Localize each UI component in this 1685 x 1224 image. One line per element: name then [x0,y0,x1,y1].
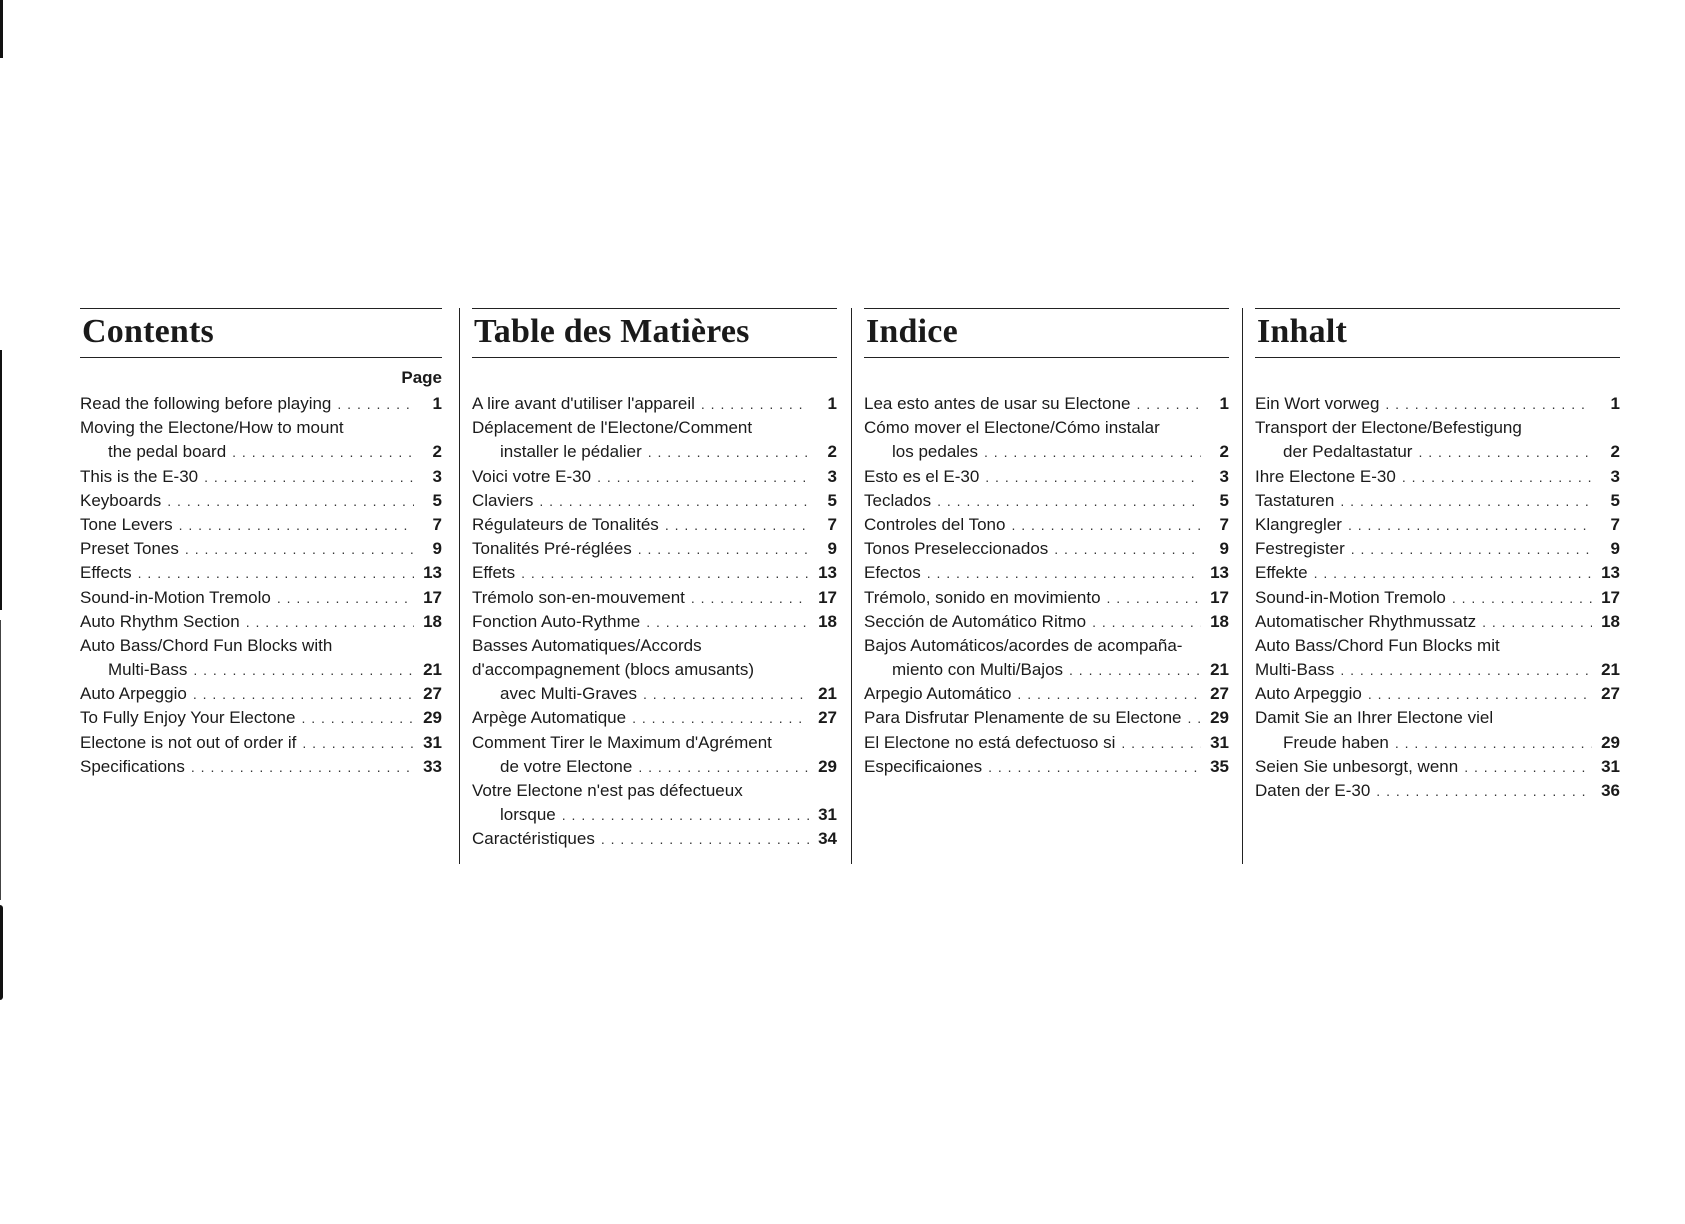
toc-entry-title: Votre Electone n'est pas défectueux [472,781,743,800]
dot-leader [1482,610,1592,634]
scan-edge-mark [0,905,3,1000]
toc-entry-title: Sound-in-Motion Tremolo [80,587,271,607]
toc-entry-title: Auto Arpeggio [1255,684,1362,704]
toc-entry [472,416,837,440]
toc-entry-page: 18 [818,611,837,631]
toc-entry [864,731,1229,755]
toc-entry-title: This is the E-30 [80,466,199,486]
toc-entry-page: 9 [1610,539,1620,559]
toc-entry [864,489,1229,513]
toc-entry [472,731,837,755]
toc-entry [1255,513,1620,537]
dot-leader [1017,682,1201,706]
toc-entry [472,513,837,537]
toc-entry-title: miento con Multi/Bajos [892,660,1064,680]
toc-entry-page: 7 [432,514,442,534]
toc-entry-title: Auto Bass/Chord Fun Blocks with [80,635,333,655]
toc-entry-title: Claviers [472,490,534,510]
toc-entry-page: 13 [423,563,442,583]
toc-entry [472,561,837,585]
toc-entry [80,586,442,610]
toc-entry-page: 21 [423,660,442,680]
toc-entry-title: Effekte [1255,563,1308,583]
dot-leader [638,755,809,779]
toc-entry [80,755,442,779]
dot-leader [937,489,1201,513]
dot-leader [337,392,414,416]
page-column-header: Page [401,368,442,387]
toc-entry-title: Trémolo son-en-mouvement [472,587,685,607]
toc-entry-title: Automatischer Rhythmussatz [1255,611,1477,631]
toc-entry [80,658,442,682]
toc-entry-title: de votre Electone [500,756,633,776]
toc-entry-page: 21 [1601,660,1620,680]
dot-leader [1054,537,1201,561]
top-rule [80,308,442,309]
inhalt-list [1255,392,1620,803]
toc-entry-title: Comment Tirer le Maximum d'Agrément [472,732,772,752]
toc-entry-page: 1 [827,394,837,413]
toc-entry-title: Teclados [864,490,932,510]
toc-entry [1255,440,1620,464]
toc-entry-page: 9 [827,539,837,559]
toc-entry [80,465,442,489]
toc-entry [1255,706,1620,730]
dot-leader [167,489,414,513]
dot-leader [646,610,809,634]
inhalt-column [1255,308,1620,863]
toc-entry-title: Electone is not out of order if [80,732,297,752]
toc-entry-page: 21 [1210,660,1229,680]
toc-entry [472,706,837,730]
scan-edge-mark [0,620,1,900]
toc-columns [80,308,1620,868]
dot-leader [632,706,809,730]
dot-leader [1395,731,1592,755]
toc-entry-page: 27 [818,708,837,728]
toc-entry [472,440,837,464]
toc-entry [80,610,442,634]
toc-entry-title: Auto Arpeggio [80,684,187,704]
top-rule [1255,308,1620,309]
indice-heading: Indice [864,313,1229,358]
toc-entry-title: Cómo mover el Electone/Cómo instalar [864,418,1160,438]
toc-entry [864,392,1229,416]
dot-leader [648,440,809,464]
toc-entry-page: 27 [1601,684,1620,704]
toc-entry [80,489,442,513]
toc-entry [864,586,1229,610]
dot-leader [562,803,809,827]
toc-entry [1255,586,1620,610]
toc-entry-page: 27 [1210,684,1229,704]
toc-entry-page: 17 [1601,587,1620,607]
toc-entry-title: Lea esto antes de usar su Electone [864,394,1131,413]
toc-entry-title: lorsque [500,805,556,825]
toc-entry [472,755,837,779]
toc-entry-title: Damit Sie an Ihrer Electone viel [1255,708,1494,728]
toc-entry-title: Especificaiones [864,756,983,776]
toc-entry-title: d'accompagnement (blocs amusants) [472,660,754,680]
inhalt-heading: Inhalt [1255,313,1620,358]
dot-leader [927,561,1201,585]
toc-entry-page: 1 [1219,394,1229,413]
toc-entry-title: Read the following before playing [80,394,332,413]
toc-entry [472,658,837,682]
toc-entry [472,489,837,513]
toc-entry [472,610,837,634]
toc-entry-title: Specifications [80,756,185,776]
dot-leader [597,465,809,489]
dot-leader [1069,658,1201,682]
toc-entry-title: Keyboards [80,490,162,510]
toc-entry-page: 18 [1210,611,1229,631]
dot-leader [984,440,1201,464]
dot-leader [1418,440,1592,464]
toc-entry-page: 5 [432,490,442,510]
dot-leader [643,682,809,706]
toc-entry [472,465,837,489]
table-des-matieres-heading: Table des Matières [472,313,837,358]
dot-leader [985,465,1201,489]
toc-entry [1255,779,1620,803]
toc-entry-title: Freude haben [1283,732,1389,752]
toc-entry-page: 7 [827,514,837,534]
toc-entry [864,755,1229,779]
toc-entry [80,513,442,537]
toc-entry [864,465,1229,489]
toc-entry-page: 31 [423,732,442,752]
dot-leader [277,586,414,610]
toc-entry [864,416,1229,440]
toc-entry [80,682,442,706]
dot-leader [1011,513,1201,537]
toc-entry-title: Para Disfrutar Plenamente de su Electone [864,708,1182,728]
toc-entry-title: Seien Sie unbesorgt, wenn [1255,756,1459,776]
toc-entry [1255,658,1620,682]
toc-entry [472,682,837,706]
dot-leader [191,755,414,779]
toc-entry-page: 31 [818,805,837,825]
toc-entry-page: 3 [827,466,837,486]
toc-entry-title: Ein Wort vorweg [1255,394,1380,413]
dot-leader [1402,465,1592,489]
toc-entry-title: Voici votre E-30 [472,466,592,486]
header-spacer [472,368,837,388]
toc-entry-title: Tonos Preseleccionados [864,539,1049,559]
toc-entry-page: 13 [1210,563,1229,583]
toc-entry-page: 2 [1610,442,1620,462]
toc-entry [864,537,1229,561]
toc-entry [472,803,837,827]
dot-leader [1107,586,1201,610]
toc-entry [1255,755,1620,779]
toc-entry [472,827,837,851]
toc-entry-title: Daten der E-30 [1255,781,1371,800]
toc-entry [1255,537,1620,561]
toc-entry-title: Transport der Electone/Befestigung [1255,418,1522,438]
dot-leader [1376,779,1592,803]
toc-entry-page: 17 [423,587,442,607]
toc-entry-page: 1 [1610,394,1620,413]
toc-entry-title: Effets [472,563,516,583]
toc-entry [1255,731,1620,755]
dot-leader [1368,682,1592,706]
toc-entry-title: A lire avant d'utiliser l'appareil [472,394,695,413]
dot-leader [701,392,809,416]
toc-entry-title: installer le pédalier [500,442,642,462]
toc-entry-page: 27 [423,684,442,704]
dot-leader [691,586,809,610]
toc-entry [1255,561,1620,585]
toc-entry [864,610,1229,634]
dot-leader [1314,561,1592,585]
dot-leader [601,827,809,851]
toc-entry-title: Multi-Bass [108,660,188,680]
toc-entry [864,634,1229,658]
toc-entry-page: 29 [818,756,837,776]
toc-entry [864,513,1229,537]
toc-entry-page: 21 [818,684,837,704]
dot-leader [1351,537,1592,561]
toc-entry-title: Moving the Electone/How to mount [80,418,344,438]
toc-entry-title: Fonction Auto-Rythme [472,611,641,631]
toc-entry [1255,392,1620,416]
toc-entry-title: Effects [80,563,132,583]
dot-leader [179,513,414,537]
toc-entry [1255,634,1620,658]
toc-entry [80,561,442,585]
toc-entry [472,586,837,610]
header-spacer [864,368,1229,388]
contents-list [80,392,442,779]
dot-leader [302,731,414,755]
toc-entry-page: 18 [423,611,442,631]
indice-list [864,392,1229,779]
header-spacer [1255,368,1620,388]
toc-entry-page: 2 [827,442,837,462]
dot-leader [521,561,809,585]
toc-entry-page: 7 [1219,514,1229,534]
toc-entry-page: 29 [423,708,442,728]
dot-leader [246,610,414,634]
toc-entry-title: Caractéristiques [472,829,595,849]
toc-entry-page: 2 [432,442,442,462]
toc-entry-title: der Pedaltastatur [1283,442,1413,462]
toc-entry-page: 7 [1610,514,1620,534]
dot-leader [1348,513,1592,537]
toc-entry-title: Festregister [1255,539,1345,559]
toc-entry [80,440,442,464]
toc-entry-page: 13 [1601,563,1620,583]
toc-entry [1255,610,1620,634]
toc-entry-title: avec Multi-Graves [500,684,637,704]
toc-entry-title: Arpège Automatique [472,708,627,728]
dot-leader [1464,755,1592,779]
toc-entry [80,634,442,658]
dot-leader [185,537,414,561]
toc-entry-page: 31 [1601,756,1620,776]
table-des-matieres-column [472,308,837,863]
dot-leader [301,706,414,730]
top-rule [472,308,837,309]
toc-entry-page: 9 [432,539,442,559]
toc-entry-page: 35 [1210,756,1229,776]
toc-entry-page: 17 [818,587,837,607]
dot-leader [1452,586,1592,610]
dot-leader [988,755,1201,779]
toc-entry [1255,416,1620,440]
toc-entry-title: El Electone no está defectuoso si [864,732,1116,752]
toc-entry-page: 9 [1219,539,1229,559]
toc-entry-page: 18 [1601,611,1620,631]
toc-entry-title: Sound-in-Motion Tremolo [1255,587,1446,607]
toc-entry [80,706,442,730]
dot-leader [1188,706,1201,730]
dot-leader [193,682,414,706]
toc-entry-title: To Fully Enjoy Your Electone [80,708,296,728]
dot-leader [1340,658,1592,682]
toc-entry-page: 33 [423,756,442,776]
toc-entry [864,561,1229,585]
dot-leader [539,489,809,513]
dot-leader [204,465,414,489]
toc-entry [80,537,442,561]
toc-entry-page: 17 [1210,587,1229,607]
toc-entry-title: Tonalités Pré-réglées [472,539,632,559]
dot-leader [665,513,809,537]
dot-leader [638,537,809,561]
toc-entry-page: 3 [1219,466,1229,486]
scan-edge-mark [0,0,3,58]
toc-entry-title: Auto Rhythm Section [80,611,240,631]
toc-entry-title: Multi-Bass [1255,660,1335,680]
toc-entry [864,440,1229,464]
toc-entry-title: Déplacement de l'Electone/Comment [472,418,753,438]
toc-entry-page: 5 [827,490,837,510]
toc-entry-title: Sección de Automático Ritmo [864,611,1087,631]
toc-entry [472,779,837,803]
top-rule [864,308,1229,309]
toc-entry-title: Trémolo, sonido en movimiento [864,587,1101,607]
toc-entry-page: 5 [1219,490,1229,510]
table-des-matieres-list [472,392,837,852]
toc-entry-title: Tone Levers [80,514,173,534]
toc-entry [1255,465,1620,489]
toc-entry [864,706,1229,730]
toc-entry [864,682,1229,706]
indice-column [864,308,1229,863]
toc-entry-page: 29 [1601,732,1620,752]
toc-entry-title: Ihre Electone E-30 [1255,466,1396,486]
contents-column [80,308,442,863]
dot-leader [1385,392,1592,416]
toc-entry-page: 5 [1610,490,1620,510]
toc-entry-page: 3 [432,466,442,486]
toc-entry [80,392,442,416]
dot-leader [1092,610,1201,634]
toc-entry-title: Klangregler [1255,514,1342,534]
toc-entry [472,392,837,416]
toc-entry-title: Controles del Tono [864,514,1006,534]
toc-entry [80,731,442,755]
dot-leader [1340,489,1592,513]
dot-leader [138,561,414,585]
scan-edge-mark [0,350,2,610]
toc-entry-title: Basses Automatiques/Accords [472,635,702,655]
dot-leader [1121,731,1201,755]
contents-heading: Contents [80,313,442,358]
toc-entry-title: Esto es el E-30 [864,466,980,486]
toc-entry-page: 13 [818,563,837,583]
toc-entry-page: 34 [818,829,837,849]
toc-entry [472,634,837,658]
toc-entry-title: the pedal board [108,442,227,462]
toc-entry-page: 36 [1601,781,1620,800]
dot-leader [1137,392,1201,416]
toc-entry-title: Bajos Automáticos/acordes de acompaña- [864,635,1183,655]
toc-entry-title: Régulateurs de Tonalités [472,514,659,534]
toc-entry-page: 3 [1610,466,1620,486]
toc-entry-title: Auto Bass/Chord Fun Blocks mit [1255,635,1500,655]
toc-entry-page: 29 [1210,708,1229,728]
toc-entry [864,658,1229,682]
toc-entry-title: Preset Tones [80,539,179,559]
toc-entry [1255,682,1620,706]
toc-entry [472,537,837,561]
toc-entry [80,416,442,440]
toc-entry-title: los pedales [892,442,979,462]
dot-leader [232,440,414,464]
toc-entry-title: Arpegio Automático [864,684,1012,704]
toc-entry-page: 2 [1219,442,1229,462]
toc-entry [1255,489,1620,513]
dot-leader [193,658,414,682]
toc-entry-page: 31 [1210,732,1229,752]
toc-entry-page: 1 [432,394,442,413]
toc-entry-title: Tastaturen [1255,490,1335,510]
toc-entry-title: Efectos [864,563,921,583]
